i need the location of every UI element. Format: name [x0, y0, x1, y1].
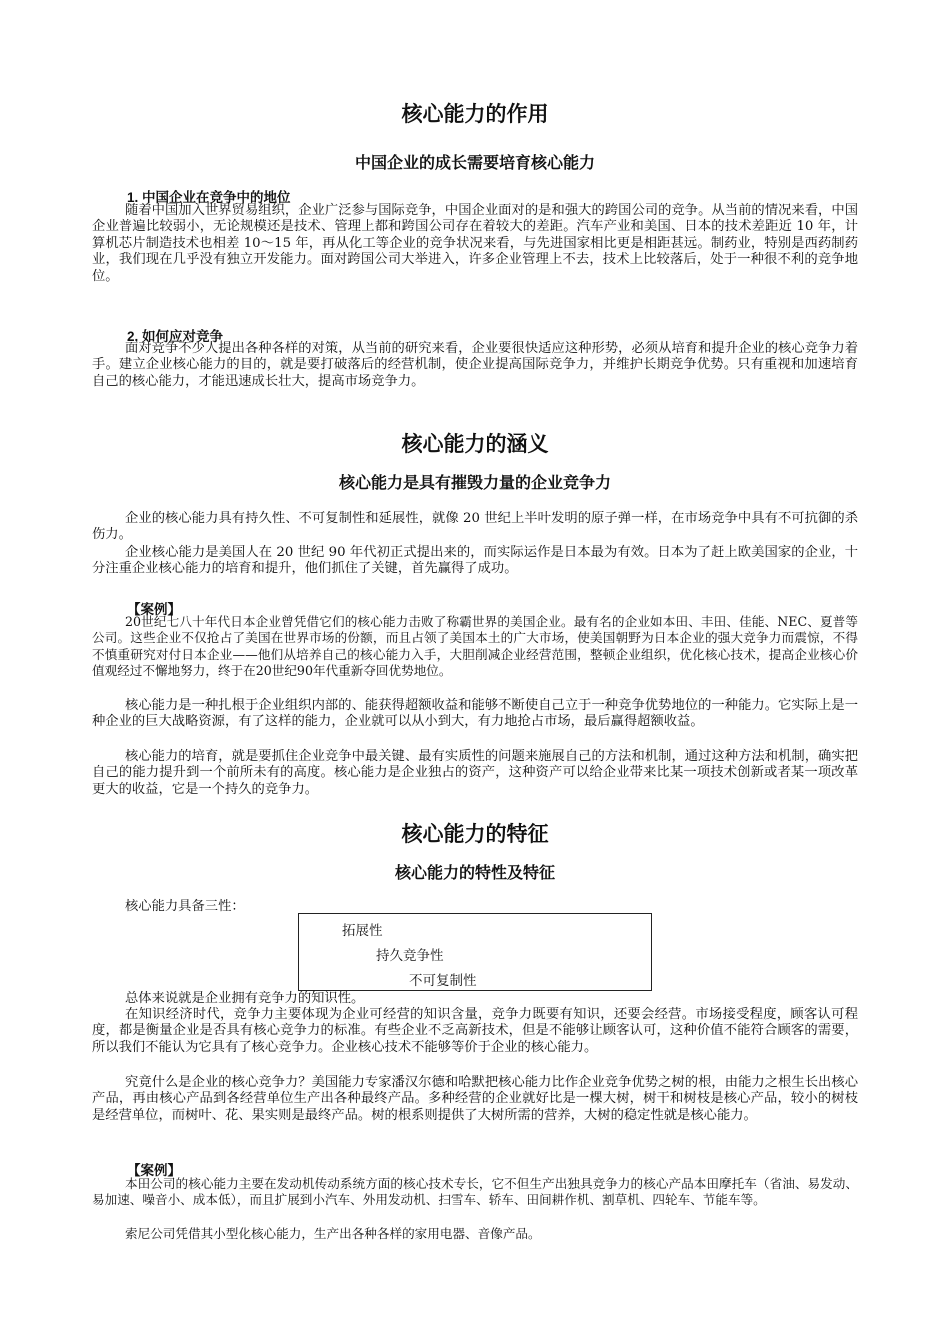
case-label: 【案例】 — [127, 1163, 181, 1178]
paragraph: 面对竞争不少人提出各种各样的对策，从当前的研究来看，企业要很快适应这种形势，必须从培育和提升企业的核心竞争力着手。建立企业核心能力的目的，就是要打破落后的经营机制，使企业提高国际竞争力，并维护长期竞争优势。只有重视和加速培育自己的核心能力，才能迅速成长壮大，提高市场竞争力。 — [92, 341, 858, 389]
trait-item: 持久竞争性 — [376, 948, 444, 963]
paragraph: 核心能力的培育，就是要抓住企业竞争中最关键、最有实质性的问题来施展自己的方法和机制，通过这种方法和机制，确实把自己的能力提升到一个前所未有的高度。核心能力是企业独占的资产，这种资产可以给企业带来比某一项技术创新或者某一项改革更大的收益，它是一个持久的竞争力。 — [92, 749, 858, 797]
subheading: 1. 中国企业在竞争中的地位 — [127, 190, 291, 205]
section-title: 核心能力的特征 — [401, 823, 549, 846]
paragraph: 在知识经济时代，竞争力主要体现为企业可经营的知识含量，竞争力既要有知识，还要会经营。市场接受程度，顾客认可程度，都是衡量企业是否具有核心竞争力的标准。有些企业不乏高新技术，但是不能够让顾客认可，这种价值不能符合顾客的需要，所以我们不能认为它具有了核心竞争力。企业核心技术不能够等价于企业的核心能力。 — [92, 1007, 858, 1055]
case-label: 【案例】 — [127, 602, 181, 617]
section-title: 核心能力的作用 — [401, 103, 549, 126]
section-subtitle: 核心能力是具有摧毁力量的企业竞争力 — [338, 475, 611, 492]
case-text: 索尼公司凭借其小型化核心能力，生产出各种各样的家用电器、音像产品。 — [125, 1226, 541, 1241]
subheading: 2. 如何应对竞争 — [127, 329, 224, 344]
trait-item: 拓展性 — [342, 923, 383, 938]
paragraph: 究竟什么是企业的核心竞争力？美国能力专家潘汉尔德和哈默把核心能力比作企业竞争优势之树的根，由能力之根生长出核心产品，再由核心产品到各经营单位生产出各种最终产品。多种经营的企业就好比是一棵大树，树干和树枝是核心产品，较小的树枝是经营单位，而树叶、花、果实则是最终产品。树的根系则提供了大树所需的营养，大树的稳定性就是核心能力。 — [92, 1075, 858, 1123]
paragraph: 随着中国加入世界贸易组织，企业广泛参与国际竞争，中国企业面对的是和强大的跨国公司的竞争。从当前的情况来看，中国企业普遍比较弱小，无论规模还是技术、管理上都和跨国公司存在着较大的差距。汽车产业和美国、日本的技术差距近 10 年，计算机芯片制造技术也相差 10～15 年，再从化工等企业的竞争状况来看，与先进国家相比更是相距甚远。制药业，特别是西药制药业，我们现在几乎没有独立开发能力。面对跨国公司大举进入，许多企业管理上不去，技术上比较落后，处于一种很不利的竞争地位。 — [92, 203, 858, 284]
section-subtitle: 中国企业的成长需要培育核心能力 — [354, 155, 595, 172]
paragraph: 企业的核心能力具有持久性、不可复制性和延展性，就像 20 世纪上半叶发明的原子弹一样，在市场竞争中具有不可抗御的杀伤力。 — [92, 511, 858, 543]
paragraph: 核心能力是一种扎根于企业组织内部的、能获得超额收益和能够不断使自己立于一种竞争优势地位的一种能力。它实际上是一种企业的巨大战略资源，有了这样的能力，企业就可以从小到大，有力地抢占市场，最后赢得超额收益。 — [92, 698, 858, 730]
case-text: 20世纪七八十年代日本企业曾凭借它们的核心能力击败了称霸世界的美国企业。最有名的企业如本田、丰田、佳能、NEC、夏普等公司。这些企业不仅抢占了美国在世界市场的份额，而且占领了美国本土的广大市场，使美国朝野为日本企业的强大竞争力而震惊，不得不慎重研究对付日本企业——他们从培养自己的核心能力入手，大胆削减企业经营范围，整顿企业组织，优化核心技术，提高企业核心价值观经过不懈地努力，终于在20世纪90年代重新夺回优势地位。 — [92, 614, 858, 679]
trait-item: 不可复制性 — [409, 973, 477, 988]
paragraph: 企业核心能力是美国人在 20 世纪 90 年代初正式提出来的，而实际运作是日本最为有效。日本为了赶上欧美国家的企业，十分注重企业核心能力的培育和提升，他们抓住了关键，首先赢得了成功。 — [92, 545, 858, 577]
paragraph: 总体来说就是企业拥有竞争力的知识性。 — [125, 991, 365, 1006]
section-title: 核心能力的涵义 — [401, 433, 549, 456]
case-text: 本田公司的核心能力主要在发动机传动系统方面的核心技术专长，它不但生产出独具竞争力的核心产品本田摩托车（省油、易发动、易加速、噪音小、成本低），而且扩展到小汽车、外用发动机、扫雪车、轿车、田间耕作机、割草机、四轮车、节能车等。 — [92, 1176, 858, 1208]
intro-text: 核心能力具备三性： — [125, 899, 245, 914]
section-subtitle: 核心能力的特性及特征 — [394, 865, 555, 882]
traits-box — [298, 913, 652, 991]
